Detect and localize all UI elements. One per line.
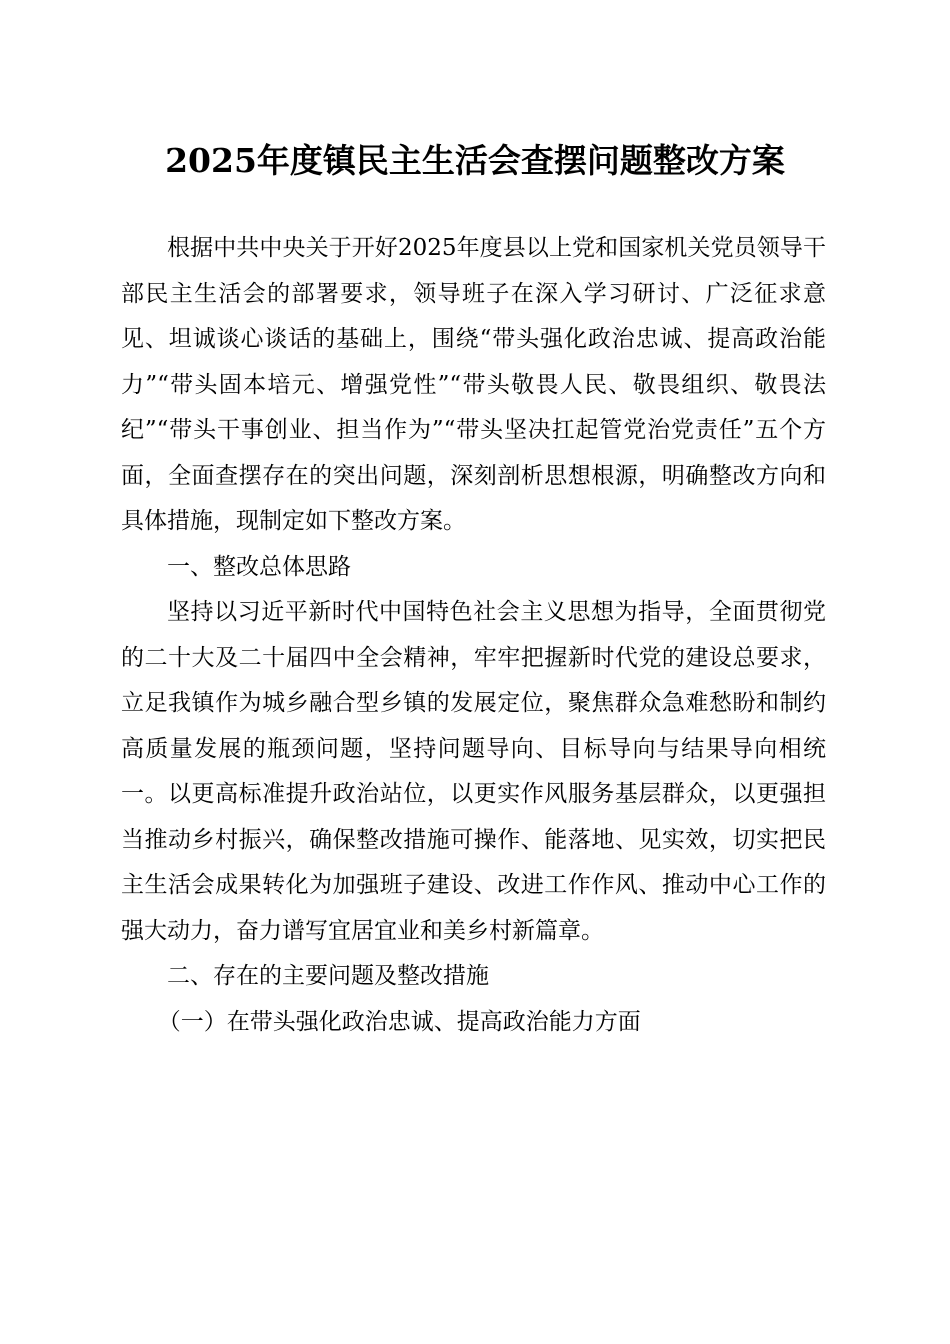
document-title: 2025年度镇民主生活会查摆问题整改方案 xyxy=(165,141,785,180)
section-1-paragraph: 坚持以习近平新时代中国特色社会主义思想为指导，全面贯彻党的二十大及二十届四中全会精神，牢牢把握新时代党的建设总要求，立足我镇作为城乡融合型乡镇的发展定位，聚焦群众急难愁盼和制约高质量发展的瓶颈问题，坚持问题导向、目标导向与结果导向相统一。以更高标准提升政治站位，以更实作风服务基层群众，以更强担当推动乡村振兴，确保整改措施可操作、能落地、见实效，切实把民主生活会成果转化为加强班子建设、改进工作作风、推动中心工作的强大动力，奋力谱写宜居宜业和美乡村新篇章。 xyxy=(121,599,826,944)
intro-paragraph: 根据中共中央关于开好2025年度县以上党和国家机关党员领导干部民主生活会的部署要求，领导班子在深入学习研讨、广泛征求意见、坦诚谈心谈话的基础上，围绕“带头强化政治忠诚、提高政治能力”“带头固本培元、增强党性”“带头敬畏人民、敬畏组织、敬畏法纪”“带头干事创业、担当作为”“带头坚决扛起管党治党责任”五个方面，全面查摆存在的突出问题，深刻剖析思想根源，明确整改方向和具体措施，现制定如下整改方案。 xyxy=(121,235,826,534)
section-heading-1: 一、整改总体思路 xyxy=(167,553,351,580)
document-body xyxy=(121,226,826,1045)
section-heading-2: 二、存在的主要问题及整改措施 xyxy=(167,963,489,989)
subsection-heading-1: （一）在带头强化政治忠诚、提高政治能力方面 xyxy=(157,1008,641,1035)
